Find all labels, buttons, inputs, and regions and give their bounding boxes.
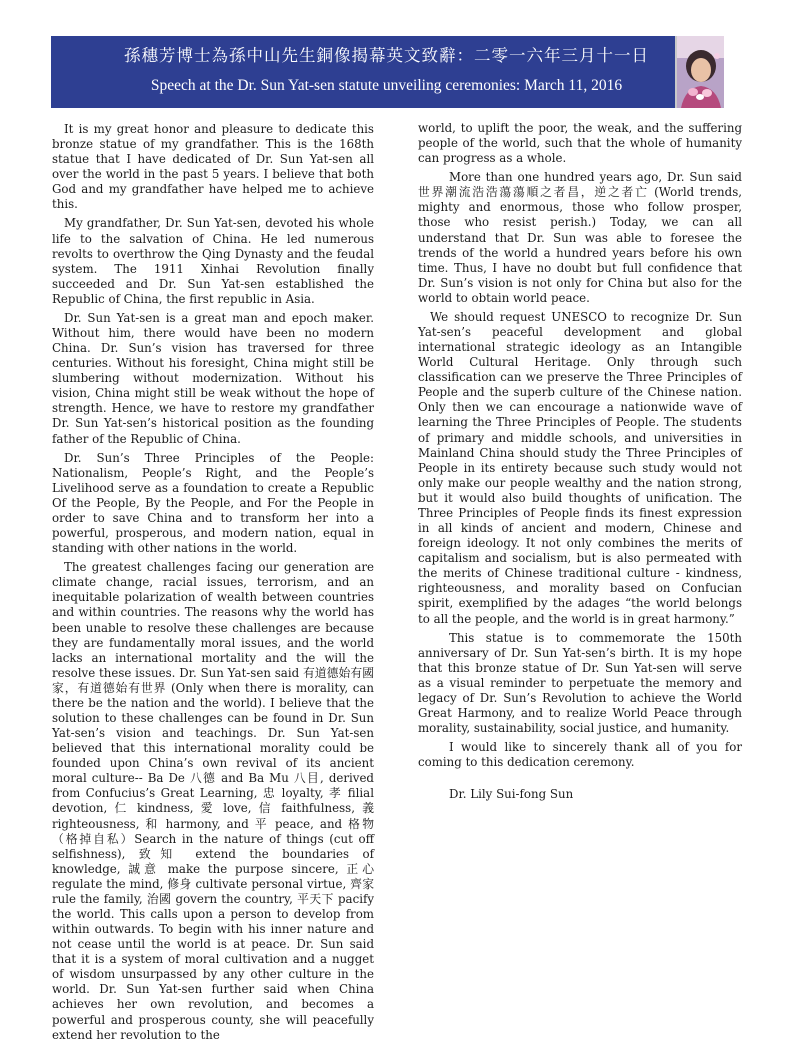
author-portrait xyxy=(675,36,724,108)
paragraph: This statue is to commemorate the 150th anniversary of Dr. Sun Yat-sen’s birth. It is my hope that this bronze statue of Dr. Sun Yat-sen will serve as a visual reminder to perpetuate the memory and legacy of Dr. Sun’s Revolution to achieve the World Great Harmony, and to realize World Peace through morality, sustainability, social justice, and humanity. xyxy=(418,630,742,736)
paragraph: I would like to sincerely thank all of you for coming to this dedication ceremony. xyxy=(418,740,742,770)
paragraph: My grandfather, Dr. Sun Yat-sen, devoted his whole life to the salvation of China. He led numerous revolts to overthrow the Qing Dynasty and the feudal system. The 1911 Xinhai Revolution finally succeeded and Dr. Sun Yat-sen established the Republic of China, the first republic in Asia. xyxy=(52,216,374,306)
right-column xyxy=(418,121,742,802)
paragraph: Dr. Sun’s Three Principles of the People: Nationalism, People’s Right, and the People’s Livelihood serve as a foundation to create a Republic Of the People, By the People, and For the People in order to save China and to transform her into a powerful, prosperous, and modern nation, equal in standing with other nations in the world. xyxy=(52,450,374,556)
paragraph: We should request UNESCO to recognize Dr. Sun Yat-sen’s peaceful development and global international strategic ideology as an Intangible World Cultural Heritage. Only through such classification can we preserve the Three Principles of People and the superb culture of the Chinese nation. Only then we can encourage a nationwide wave of learning the Three Principles of People. The students of primary and middle schools, and universities in Mainland China should study the Three Principles of People in its entirety because such study would not only make our people wealthy and the nation strong, but it would also build thoughts of unification. The Three Principles of People finds its finest expression in all kinds of ancient and modern, Chinese and foreign ideology. It not only combines the merits of capitalism and socialism, but is also permeated with the merits of Chinese traditional culture - kindness, righteousness, and morality based on Confucian spirit, exemplified by the adages “the world belongs to all the people, and the world is in great harmony.” xyxy=(418,309,742,626)
paragraph: More than one hundred years ago, Dr. Sun said 世界潮流浩浩蕩蕩順之者昌，逆之者亡 (World trends, mighty and enormous, those who follow prosper, those who resist perish.) Today, we can all understand that Dr. Sun was able to foresee the trends of the world a hundred years before his own time. Thus, I have no doubt but full confidence that Dr. Sun’s vision is not only for China but also for the world to obtain world peace. xyxy=(418,170,742,305)
paragraph: world, to uplift the poor, the weak, and the suffering people of the world, such that the whole of humanity can progress as a whole. xyxy=(418,121,742,166)
left-column xyxy=(52,122,374,1043)
title-chinese: 孫穗芳博士為孫中山先生銅像揭幕英文致辭：二零一六年三月十一日 xyxy=(124,46,649,65)
paragraph: The greatest challenges facing our generation are climate change, racial issues, terrorism, and an inequitable polarization of wealth between countries and within countries. The reasons why the world has been unable to resolve these challenges are because they are fundamentally moral issues, and the world lacks an international mortality and the will the resolve these issues. Dr. Sun Yat-sen said 有道德始有國家，有道德始有世界 (Only when there is morality, can there be the nation and the world). I believe that the solution to these challenges can be found in Dr. Sun Yat-sen’s vision and teachings. Dr. Sun Yat-sen believed that this international morality could be founded upon China’s own revival of its ancient moral culture-- Ba De 八德 and Ba Mu 八目, derived from Confucius’s Great Learning, 忠 loyalty, 孝 filial devotion, 仁 kindness, 愛 love, 信 faithfulness, 義 righteousness, 和 harmony, and 平 peace, and 格物（格掉自私）Search in the nature of things (cut off selfishness), 致知 extend the boundaries of knowledge, 誠意 make the purpose sincere, 正心 regulate the mind, 修身 cultivate personal virtue, 齊家 rule the family, 治國 govern the country, 平天下 pacify the world. This calls upon a person to develop from within outwards. To begin with his inner nature and not cease until the world is at peace. Dr. Sun said that it is a system of moral cultivation and a nugget of wisdom unsurpassed by any other culture in the world. Dr. Sun Yat-sen further said when China achieves her own revolution, and becomes a powerful and prosperous county, she will peacefully extend her revolution to the xyxy=(52,560,374,1042)
header-banner xyxy=(51,36,722,108)
paragraph: It is my great honor and pleasure to dedicate this bronze statue of my grandfather. This is the 168th statue that I have dedicated of Dr. Sun Yat-sen all over the world in the past 5 years. I believe that both God and my grandfather have helped me to achieve this. xyxy=(52,122,374,212)
paragraph: Dr. Sun Yat-sen is a great man and epoch maker. Without him, there would have been no modern China. Dr. Sun’s vision has traversed for three centuries. Without his foresight, China might still be slumbering without modernization. Without his vision, China might still be weak without the hope of strength. Hence, we have to restore my grandfather Dr. Sun Yat-sen’s historical position as the founding father of the Republic of China. xyxy=(52,310,374,446)
signature: Dr. Lily Sui-fong Sun xyxy=(449,787,574,802)
title-english: Speech at the Dr. Sun Yat-sen statute unveiling ceremonies: March 11, 2016 xyxy=(150,77,623,94)
